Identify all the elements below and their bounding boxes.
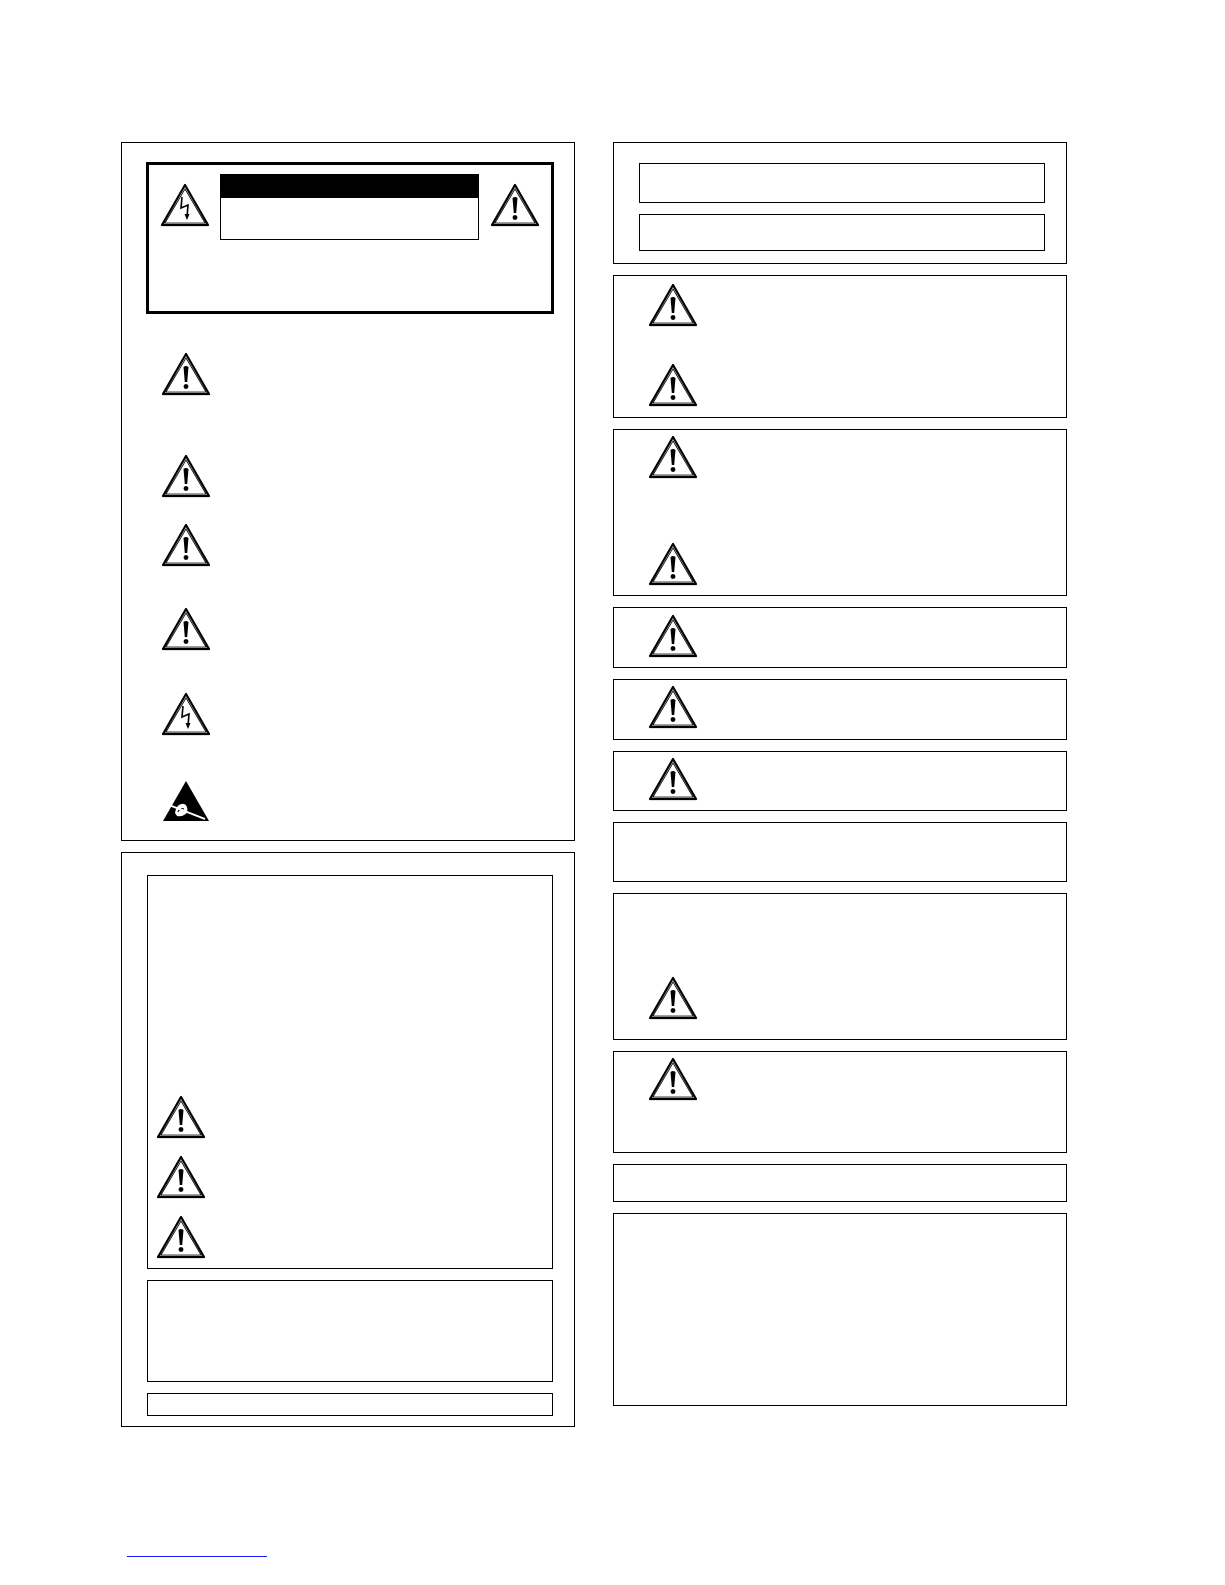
electric-shock-icon [161,692,211,736]
warning-icon [490,183,540,227]
warning-icon [648,363,698,407]
left-lower-panel [121,852,575,1427]
warning-icon [648,435,698,479]
warning-icon [161,352,211,396]
notice-panel-1 [613,822,1067,882]
warning-icon [156,1215,206,1259]
warning-icon [156,1095,206,1139]
right-top-panel [613,142,1067,264]
top-field-1 [639,163,1045,203]
warning-icon [648,542,698,586]
esd-sensitive-icon [161,779,211,823]
warning-icon [161,454,211,498]
notice-box-large [147,875,553,1269]
top-field-2 [639,214,1045,251]
notice-box-small [147,1393,553,1416]
warning-icon [648,976,698,1020]
warning-icon [648,283,698,327]
notice-panel-3 [613,1164,1067,1202]
caution-text-panel [220,174,479,240]
notice-box-medium [147,1280,553,1382]
warning-icon [156,1155,206,1199]
warning-icon [648,757,698,801]
warning-icon [161,523,211,567]
footer-link-underline[interactable] [127,1556,267,1557]
warning-icon [161,607,211,651]
warning-icon [648,1057,698,1101]
notice-panel-4 [613,1213,1067,1406]
warning-icon [648,614,698,658]
electric-shock-icon [160,183,210,227]
warning-icon [648,685,698,729]
